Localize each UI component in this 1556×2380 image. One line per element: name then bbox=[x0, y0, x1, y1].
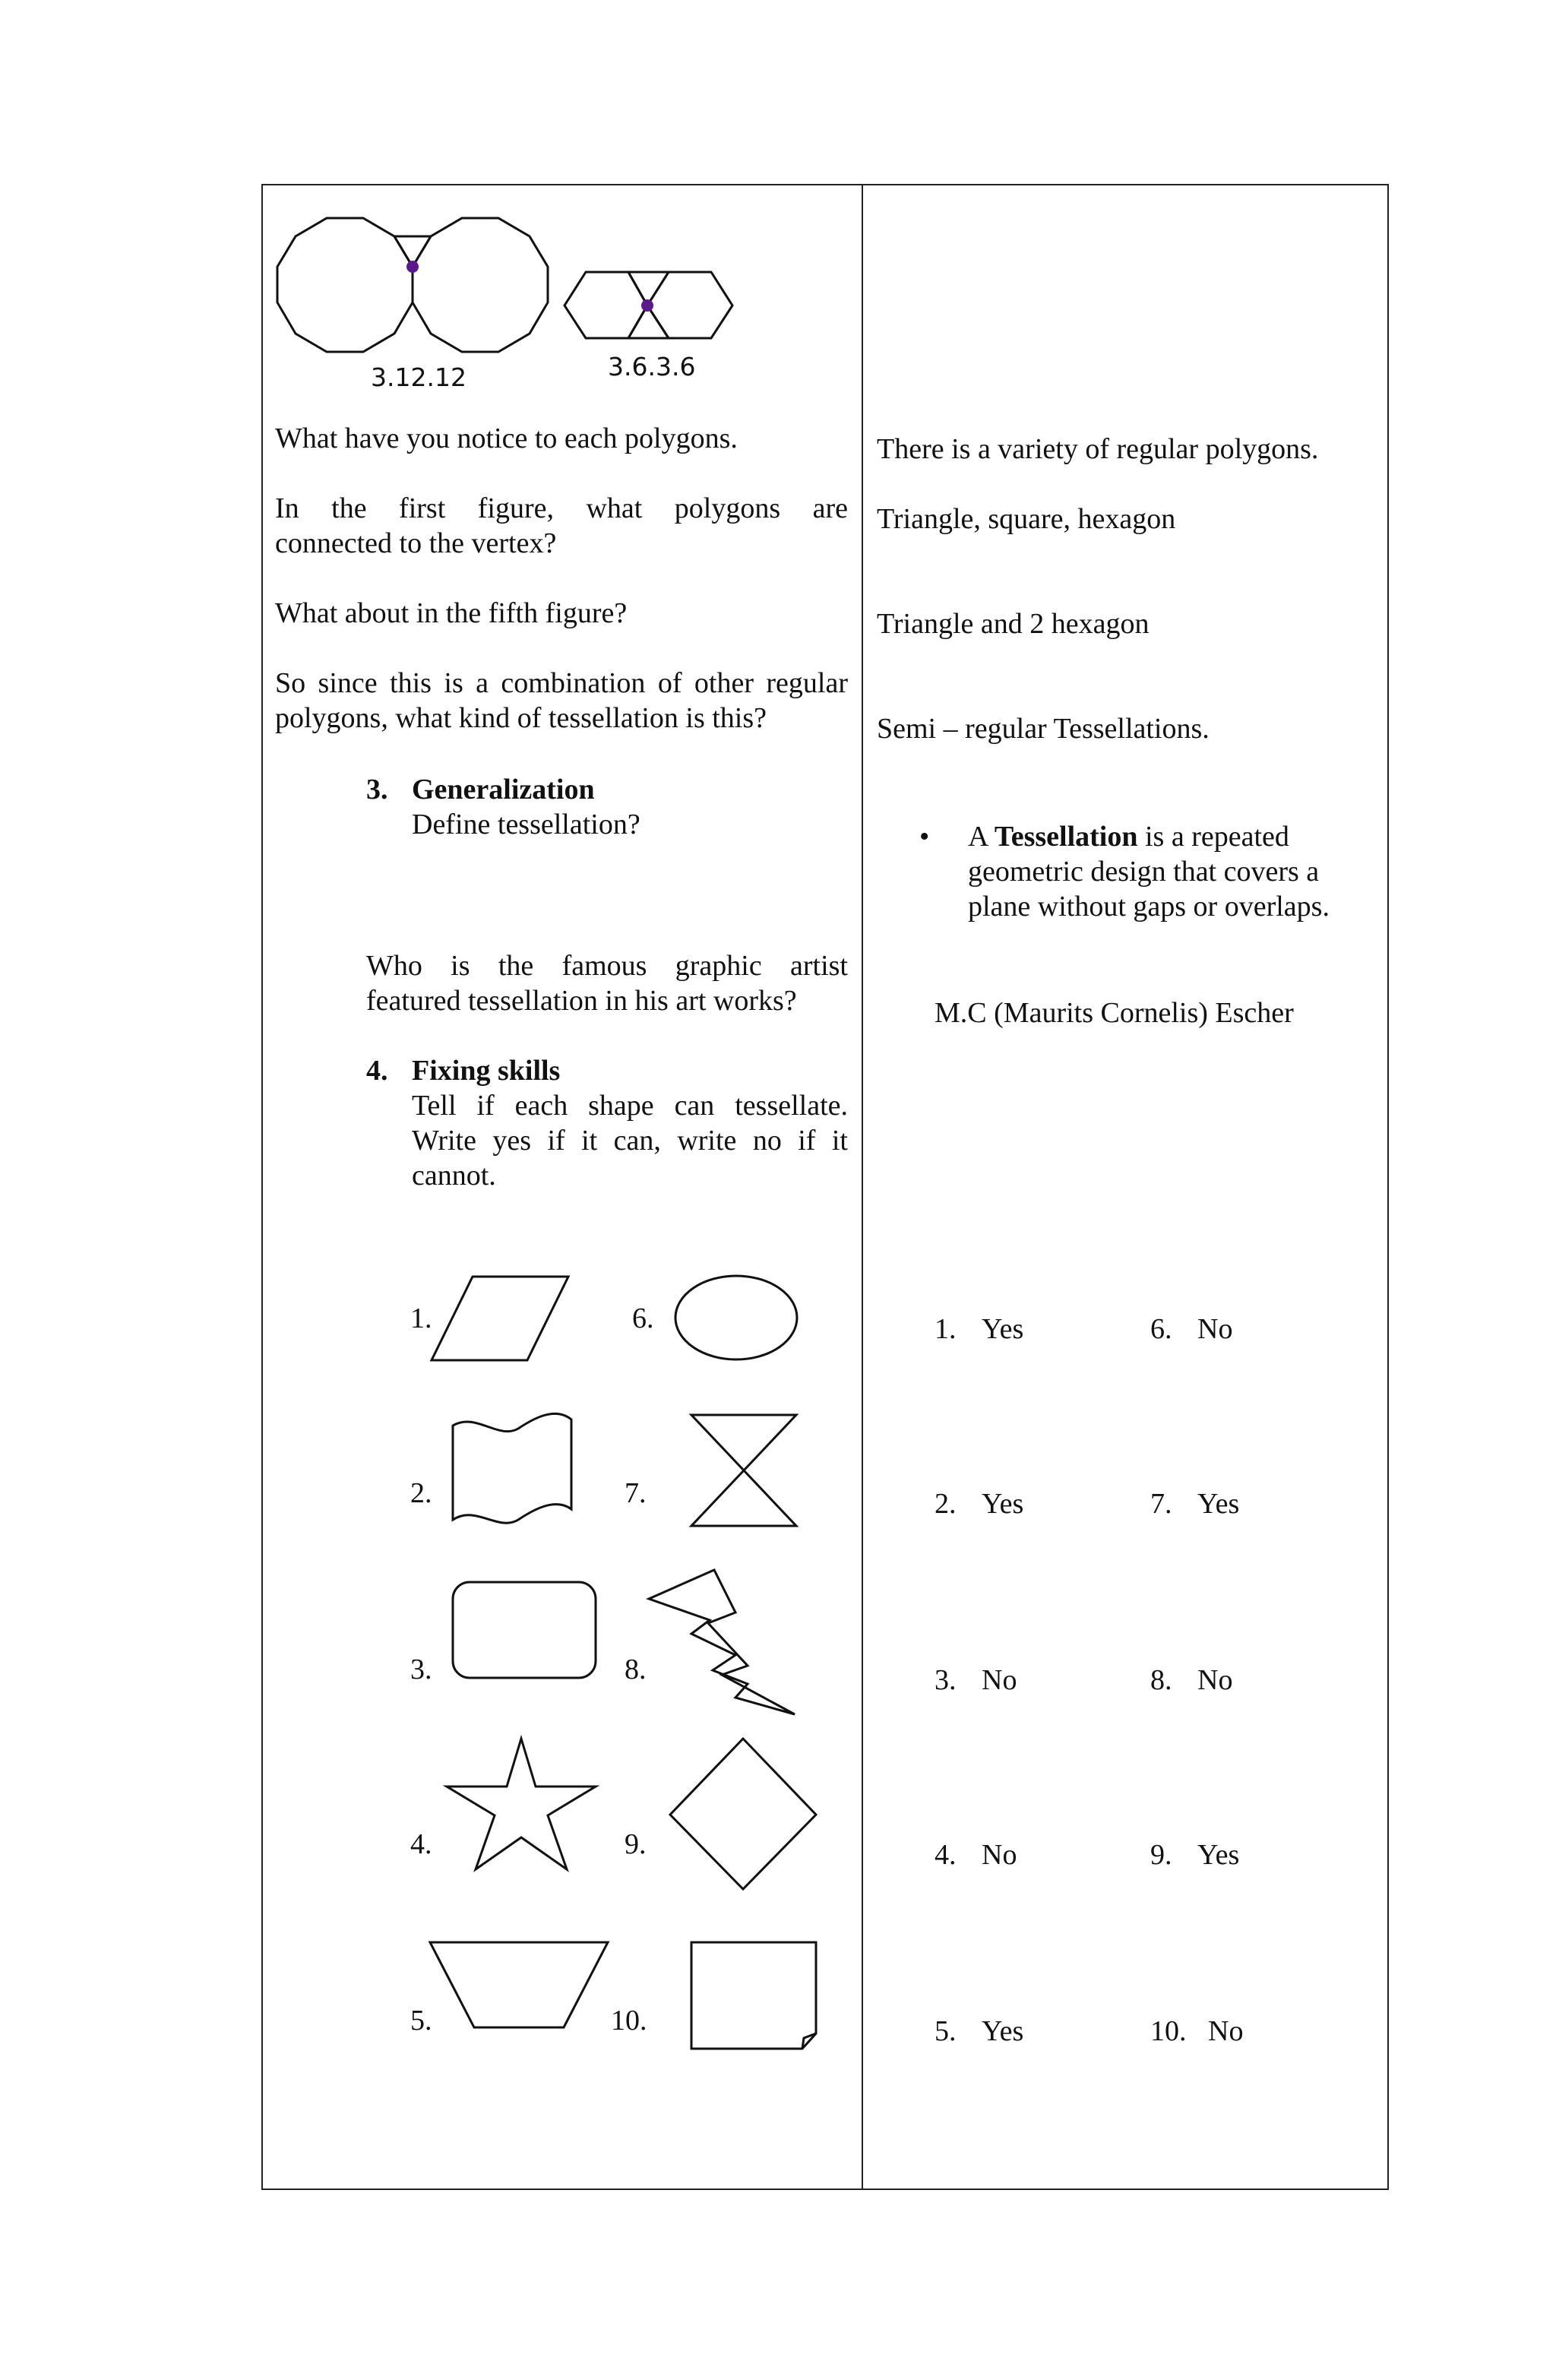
shape-number-4: 4. bbox=[410, 1828, 432, 1860]
shape-number-2: 2. bbox=[410, 1477, 432, 1509]
vertex-dot-1 bbox=[406, 261, 419, 273]
answer-number-1: 1. bbox=[935, 1313, 957, 1345]
answer-number-4: 4. bbox=[935, 1839, 957, 1871]
answer-polygons-first: Triangle, square, hexagon bbox=[877, 503, 1176, 535]
shape-parallelogram bbox=[432, 1277, 568, 1360]
shape-diamond bbox=[670, 1739, 816, 1889]
definition-term: Tessellation bbox=[994, 821, 1138, 853]
definition-prefix: A bbox=[968, 821, 995, 853]
bullet-point: • bbox=[919, 821, 930, 853]
dodecagon-left bbox=[277, 218, 413, 352]
answer-number-2: 2. bbox=[935, 1488, 957, 1520]
answer-number-8: 8. bbox=[1150, 1664, 1172, 1696]
shape-number-8: 8. bbox=[625, 1654, 647, 1685]
dodecagon-right bbox=[413, 218, 548, 352]
shape-trapezoid bbox=[430, 1942, 608, 2027]
answer-polygons-fifth: Triangle and 2 hexagon bbox=[877, 608, 1150, 640]
answer-number-7: 7. bbox=[1150, 1488, 1172, 1520]
answer-number-6: 6. bbox=[1150, 1313, 1172, 1345]
figure-2-label: 3.6.3.6 bbox=[608, 352, 696, 381]
question-fifth-figure: What about in the fifth figure? bbox=[275, 597, 628, 629]
question-notice: What have you notice to each polygons. bbox=[275, 423, 738, 454]
question-first-figure-line1: In the first figure, what polygons are bbox=[275, 492, 848, 524]
section-3-title: Generalization bbox=[412, 774, 595, 805]
fixing-skills-line2: Write yes if it can, write no if it bbox=[412, 1125, 848, 1157]
answer-value-7: Yes bbox=[1197, 1488, 1240, 1520]
shape-number-6: 6. bbox=[632, 1302, 654, 1334]
shape-number-10: 10. bbox=[611, 2005, 647, 2037]
vertex-dot-2 bbox=[641, 299, 653, 312]
answer-number-10: 10. bbox=[1150, 2015, 1187, 2047]
question-artist-line2: featured tessellation in his art works? bbox=[366, 985, 797, 1017]
answer-value-8: No bbox=[1197, 1664, 1233, 1696]
answer-number-9: 9. bbox=[1150, 1839, 1172, 1871]
answer-value-2: Yes bbox=[982, 1488, 1024, 1520]
answer-value-4: No bbox=[982, 1839, 1017, 1871]
shape-number-7: 7. bbox=[625, 1477, 647, 1509]
question-artist-line1: Who is the famous graphic artist bbox=[366, 950, 848, 982]
answer-value-5: Yes bbox=[982, 2015, 1024, 2047]
figure-1-label: 3.12.12 bbox=[371, 362, 466, 392]
answer-artist: M.C (Maurits Cornelis) Escher bbox=[935, 997, 1294, 1029]
question-kind-line1: So since this is a combination of other regular bbox=[275, 667, 848, 699]
definition-line1 bbox=[968, 819, 1289, 854]
shape-lightning bbox=[649, 1570, 795, 1714]
definition-line3: plane without gaps or overlaps. bbox=[968, 891, 1330, 923]
shape-banner bbox=[453, 1413, 571, 1523]
answer-variety: There is a variety of regular polygons. bbox=[877, 433, 1319, 465]
answer-semi-regular: Semi – regular Tessellations. bbox=[877, 713, 1210, 745]
answer-value-3: No bbox=[982, 1664, 1017, 1696]
shape-number-5: 5. bbox=[410, 2005, 432, 2037]
answer-value-1: Yes bbox=[982, 1313, 1024, 1345]
shape-rounded-rectangle bbox=[453, 1582, 596, 1678]
shape-number-1: 1. bbox=[410, 1302, 432, 1334]
shape-hourglass bbox=[691, 1415, 796, 1526]
question-define-tessellation: Define tessellation? bbox=[412, 809, 640, 840]
section-3-number: 3. bbox=[366, 774, 388, 805]
answer-number-5: 5. bbox=[935, 2015, 957, 2047]
shape-page-square bbox=[691, 1942, 816, 2049]
question-kind-line2: polygons, what kind of tessellation is this? bbox=[275, 702, 767, 734]
section-4-number: 4. bbox=[366, 1055, 388, 1087]
shape-ellipse bbox=[675, 1276, 797, 1359]
figure-3-6-3-6 bbox=[565, 272, 732, 338]
shape-number-3: 3. bbox=[410, 1654, 432, 1685]
hexagon-right bbox=[647, 272, 732, 338]
definition-line2: geometric design that covers a bbox=[968, 856, 1320, 888]
answer-value-10: No bbox=[1208, 2015, 1244, 2047]
answer-value-6: No bbox=[1197, 1313, 1233, 1345]
section-4-title: Fixing skills bbox=[412, 1055, 561, 1087]
shape-star bbox=[447, 1739, 596, 1869]
shape-number-9: 9. bbox=[625, 1828, 647, 1860]
answer-number-3: 3. bbox=[935, 1664, 957, 1696]
question-first-figure-line2: connected to the vertex? bbox=[275, 527, 557, 559]
fixing-skills-line1: Tell if each shape can tessellate. bbox=[412, 1090, 848, 1122]
fixing-skills-line3: cannot. bbox=[412, 1160, 496, 1192]
figure-3-12-12 bbox=[277, 218, 548, 352]
answer-value-9: Yes bbox=[1197, 1839, 1240, 1871]
definition-rest: is a repeated bbox=[1137, 821, 1289, 853]
